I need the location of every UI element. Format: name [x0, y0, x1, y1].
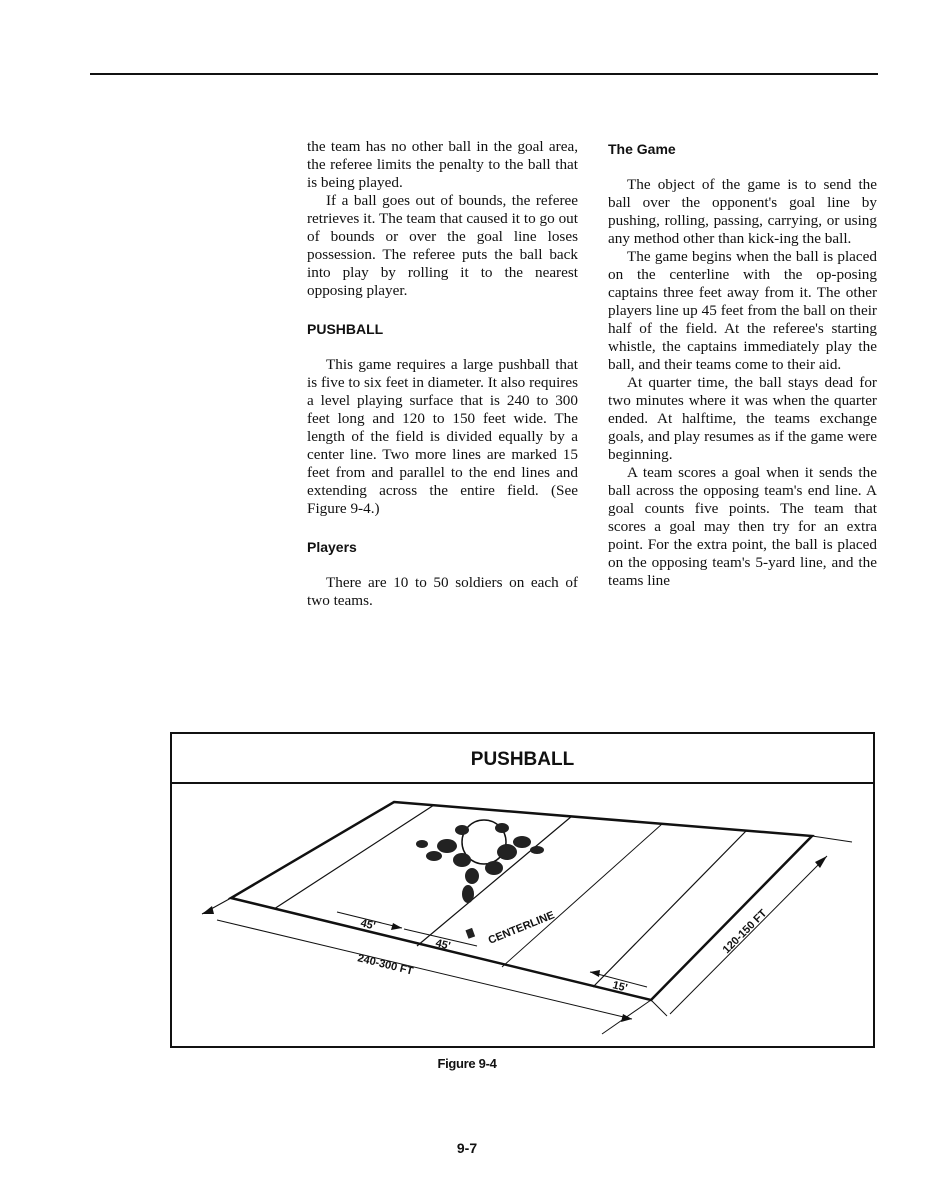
paragraph: A team scores a goal when it sends the ball across the opposing team's end line. A goal counts five points. The team that scores a goal may then try for an extra point. For the extra point, the ball is placed on the opposing team's 5-yard line, and the teams line [608, 464, 877, 589]
section-heading-game: The Game [608, 141, 676, 157]
goal-line-left [274, 805, 434, 909]
paragraph: the team has no other ball in the goal area, the referee limits the penalty to the ball that is being played. [307, 138, 578, 191]
page-number: 9-7 [456, 1140, 478, 1156]
figure-title: PUSHBALL [172, 734, 873, 784]
header-rule [90, 73, 878, 75]
paragraph: At quarter time, the ball stays dead for two minutes where it was when the quarter ended. At halftime, the teams exchange goals, and play resumes as if the game were beginning. [608, 374, 877, 463]
paragraph: There are 10 to 50 soldiers on each of two teams. [307, 574, 578, 609]
centerline-label: CENTERLINE [486, 909, 557, 947]
figure-box [170, 732, 875, 1048]
dim-45-left-label: 45' [359, 917, 377, 933]
paragraph: If a ball goes out of bounds, the referee retrieves it. The team that caused it to go out of bounds or over the goal line loses possession. The referee puts the ball back into play by rolling it to the nearest opposing player. [307, 192, 578, 299]
field-outline [231, 802, 812, 1000]
pushball-field-diagram [172, 784, 873, 1046]
width-label: 120-150 FT [720, 907, 770, 957]
paragraph: The game begins when the ball is placed on the centerline with the op-posing captains three feet away from it. The other players line up 45 feet from the ball on their half of the field. At the referee's starting whistle, the captains immediately play the ball, and their teams come to their aid. [608, 248, 877, 373]
figure-caption: Figure 9-4 [437, 1056, 497, 1071]
paragraph: This game requires a large pushball that is five to six feet in diameter. It also requires a level playing surface that is 240 to 300 feet long and 120 to 150 feet wide. The length of the field is divided equally by a center line. Two more lines are marked 15 feet from and parallel to the end lines and extending across the entire field. (See Figure 9-4.) [307, 356, 578, 517]
left-column [307, 138, 578, 610]
goal-line-right [593, 830, 747, 987]
length-label: 240-300 FT [356, 952, 415, 978]
dim-45-right-label: 45' [434, 937, 452, 953]
paragraph: The object of the game is to send the ball over the opponent's goal line by pushing, rolling, passing, carrying, or using any method other than kick-ing the ball. [608, 176, 877, 247]
arrowhead [391, 923, 402, 930]
arrowhead [590, 970, 600, 977]
section-heading-pushball: PUSHBALL [307, 321, 384, 337]
right-column [608, 138, 877, 590]
section-heading-players: Players [307, 539, 357, 555]
arrowhead [202, 906, 214, 914]
dim-15-label: 15' [611, 979, 629, 995]
arrowhead [621, 1014, 632, 1022]
